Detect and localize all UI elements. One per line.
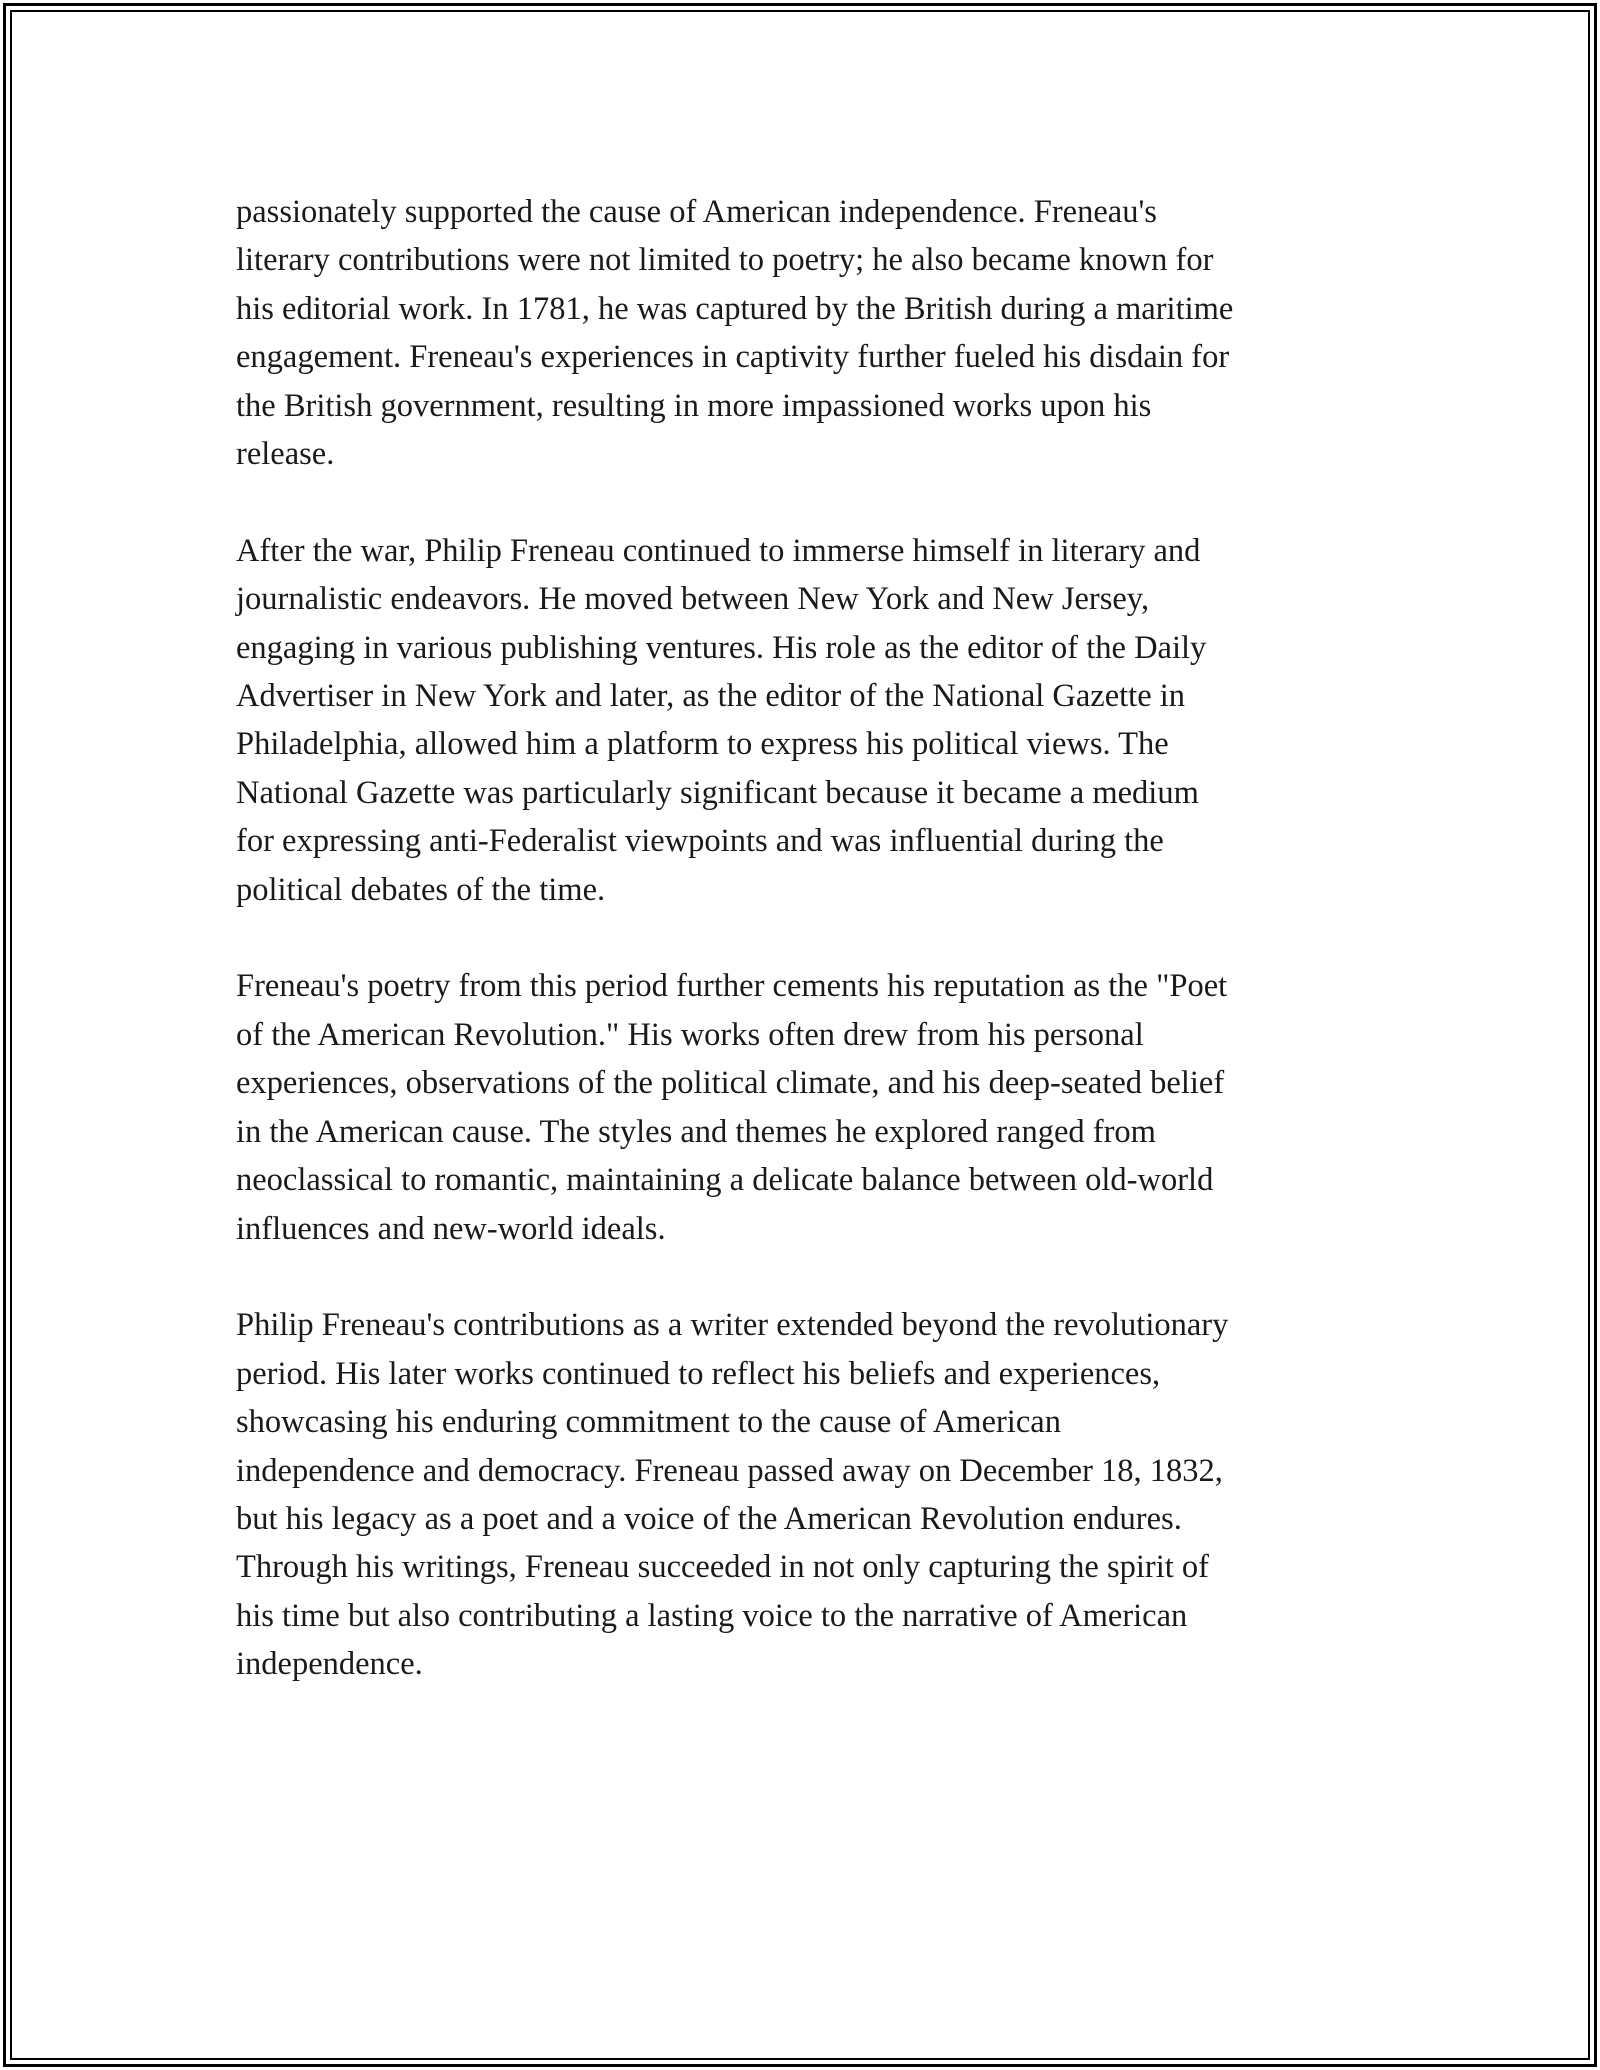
paragraph-1: passionately supported the cause of American independence. Freneau's literary contributions were not limited to poetry; he also became known for his editorial work. In 1781, he was captured by the British during a maritime engagement. Freneau's experiences in captivity further fueled his disdain for the British government, resulting in more impassioned works upon his release. — [236, 194, 1234, 473]
paragraph-4: Philip Freneau's contributions as a writer extended beyond the revolutionary period. His later works continued to reflect his beliefs and experiences, showcasing his enduring commitment to the cause of American independence and democracy. Freneau passed away on December 18, 1832, but his legacy as a poet and a voice of the American Revolution endures. Through his writings, Freneau succeeded in not only capturing the spirit of his time but also contributing a lasting voice to the narrative of American independence. — [236, 1307, 1229, 1683]
paragraph-2: After the war, Philip Freneau continued to immerse himself in literary and journalistic endeavors. He moved between New York and New Jersey, engaging in various publishing ventures. His role as the editor of the Daily Advertiser in New York and later, as the editor of the National Gazette in Philadelphia, allowed him a platform to express his political views. The National Gazette was particularly significant because it became a medium for expressing anti-Federalist viewpoints and was influential during the political debates of the time. — [236, 532, 1207, 908]
paragraph-3: Freneau's poetry from this period further cements his reputation as the "Poet of the American Revolution." His works often drew from his personal experiences, observations of the political climate, and his deep-seated belief in the American cause. The styles and themes he explored ranged from neoclassical to romantic, maintaining a delicate balance between old-world influences and new-world ideals. — [236, 968, 1228, 1247]
document-body — [236, 188, 1364, 1737]
